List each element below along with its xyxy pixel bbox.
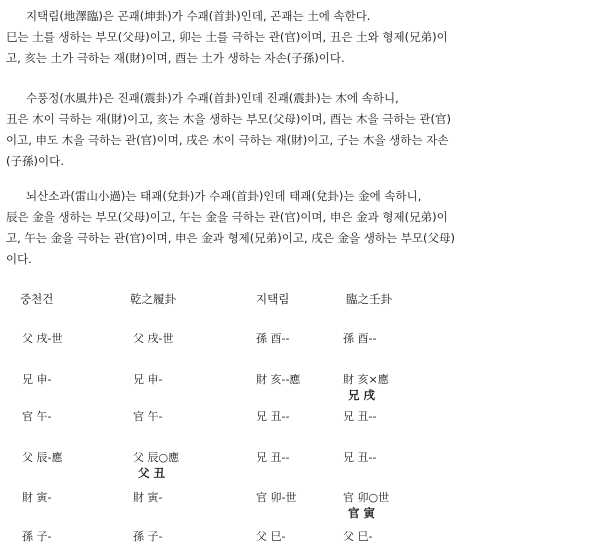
text-line: 고, 亥는 土가 극하는 재(財)이며, 酉는 土가 생하는 자손(子孫)이다.	[6, 51, 345, 65]
yao-line: 父 辰○應	[133, 451, 180, 464]
yao-line: 官 卯○世	[343, 491, 390, 504]
text-line: 지택림(地澤臨)은 곤괘(坤卦)가 수괘(首卦)인데, 곤괘는 土에 속한다.	[26, 9, 371, 23]
paragraph-noesansogwa	[6, 186, 594, 270]
yao-line: 孫 子-	[133, 530, 163, 543]
yao-line: 財 寅-	[133, 491, 163, 504]
yao-line: 兄 丑--	[343, 451, 377, 464]
yao-line: 父 辰-應	[22, 451, 63, 464]
yao-line: 官 午-	[133, 410, 163, 423]
yao-line: 兄 丑--	[256, 410, 290, 423]
changed-line: 父 丑	[138, 466, 166, 480]
yao-line: 父 巳-	[256, 530, 286, 543]
yao-line: 兄 申-	[133, 373, 163, 386]
yao-line: 官 午-	[22, 410, 52, 423]
column-title: 중천건	[20, 292, 54, 306]
yao-line: 父 巳-	[343, 530, 373, 543]
yao-line: 兄 申-	[22, 373, 52, 386]
paragraph-supungjeong	[6, 88, 594, 172]
changed-line: 兄 戌	[348, 388, 376, 402]
hexagram-table	[0, 278, 600, 553]
yao-line: 孫 子-	[22, 530, 52, 543]
text-line: (子孫)이다.	[6, 154, 64, 168]
yao-line: 兄 丑--	[343, 410, 377, 423]
text-line: 뇌산소과(雷山小過)는 태괘(兌卦)가 수괘(首卦)인데 태괘(兌卦)는 金에 속하니,	[26, 189, 422, 203]
text-line: 수풍정(水風井)은 진괘(震卦)가 수괘(首卦)인데 진괘(震卦)는 木에 속하니,	[26, 91, 399, 105]
yao-line: 官 卯-世	[256, 491, 297, 504]
yao-line: 財 亥×應	[343, 373, 389, 386]
paragraph-dizaekrim	[6, 6, 594, 69]
column-title: 지택림	[256, 292, 290, 306]
yao-line: 財 寅-	[22, 491, 52, 504]
text-line: 辰은 金을 생하는 부모(父母)이고, 午는 金을 극하는 관(官)이며, 申은 金과 형제(兄弟)이	[6, 210, 448, 224]
yao-line: 財 亥--應	[256, 373, 301, 386]
text-line: 丑은 木이 극하는 재(財)이고, 亥는 木을 생하는 부모(父母)이며, 酉는 木을 극하는 관(官)	[6, 112, 451, 126]
changed-line: 官 寅	[348, 506, 376, 520]
column-title: 臨之壬卦	[346, 292, 392, 306]
text-line: 고, 午는 金을 극하는 관(官)이며, 申은 金과 형제(兄弟)이고, 戌은 金을 생하는 부모(父母)	[6, 231, 455, 245]
text-line: 이고, 申도 木을 극하는 관(官)이며, 戌은 木이 극하는 재(財)이고, 子는 木을 생하는 자손	[6, 133, 449, 147]
yao-line: 兄 丑--	[256, 451, 290, 464]
yao-line: 父 戌-世	[22, 332, 63, 345]
text-line: 巳는 土를 생하는 부모(父母)이고, 卯는 土를 극하는 관(官)이며, 丑은 土와 형제(兄弟)이	[6, 30, 448, 44]
text-line: 이다.	[6, 252, 32, 266]
yao-line: 孫 酉--	[343, 332, 377, 345]
yao-line: 孫 酉--	[256, 332, 290, 345]
column-title: 乾之履卦	[130, 292, 176, 306]
yao-line: 父 戌-世	[133, 332, 174, 345]
